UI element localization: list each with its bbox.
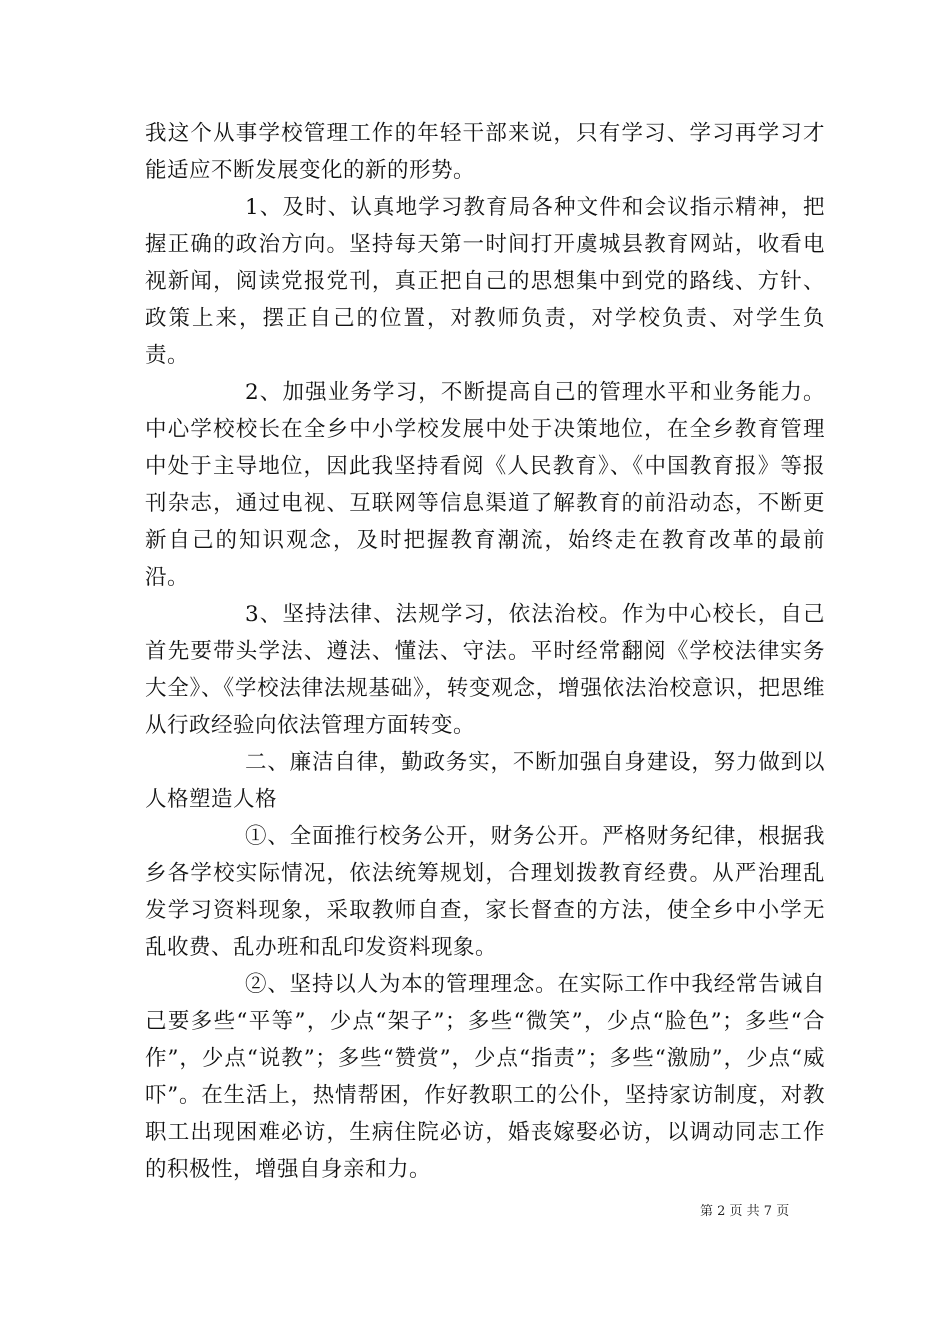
document-body (145, 115, 825, 1188)
section-heading-2: 二、廉洁自律，勤政务实，不断加强自身建设，努力做到以人格塑造人格 (145, 750, 825, 812)
paragraph-continuation: 我这个从事学校管理工作的年轻干部来说，只有学习、学习再学习才能适应不断发展变化的新的形势。 (145, 121, 825, 183)
paragraph-item-2: 2、加强业务学习，不断提高自己的管理水平和业务能力。中心学校校长在全乡中小学校发展中处于决策地位，在全乡教育管理中处于主导地位，因此我坚持看阅《人民教育》、《中国教育报》等报刊杂志，通过电视、互联网等信息渠道了解教育的前沿动态，不断更新自己的知识观念，及时把握教育潮流，始终走在教育改革的最前沿。 (145, 380, 825, 590)
paragraph-item-circle-2: ②、坚持以人为本的管理理念。在实际工作中我经常告诫自己要多些“平等”，少点“架子”；多些“微笑”，少点“脸色”；多些“合作”，少点“说教”；多些“赞赏”，少点“指责”；多些“激励”，少点“威吓”。在生活上，热情帮困，作好教职工的公仆，坚持家访制度，对教职工出现困难必访，生病住院必访，婚丧嫁娶必访，以调动同志工作的积极性，增强自身亲和力。 (145, 972, 825, 1182)
paragraph-item-1: 1、及时、认真地学习教育局各种文件和会议指示精神，把握正确的政治方向。坚持每天第一时间打开虞城县教育网站，收看电视新闻，阅读党报党刊，真正把自己的思想集中到党的路线、方针、政策上来，摆正自己的位置，对教师负责，对学校负责、对学生负责。 (145, 195, 825, 368)
page-number-footer: 第 2 页 共 7 页 (700, 1204, 790, 1219)
paragraph-item-circle-1: ①、全面推行校务公开，财务公开。严格财务纪律，根据我乡各学校实际情况，依法统筹规划，合理划拨教育经费。从严治理乱发学习资料现象，采取教师自查，家长督查的方法，使全乡中小学无乱收费、乱办班和乱印发资料现象。 (145, 824, 825, 960)
paragraph-item-3: 3、坚持法律、法规学习，依法治校。作为中心校长，自己首先要带头学法、遵法、懂法、守法。平时经常翻阅《学校法律实务大全》、《学校法律法规基础》，转变观念，增强依法治校意识，把思维从行政经验向依法管理方面转变。 (145, 602, 825, 738)
